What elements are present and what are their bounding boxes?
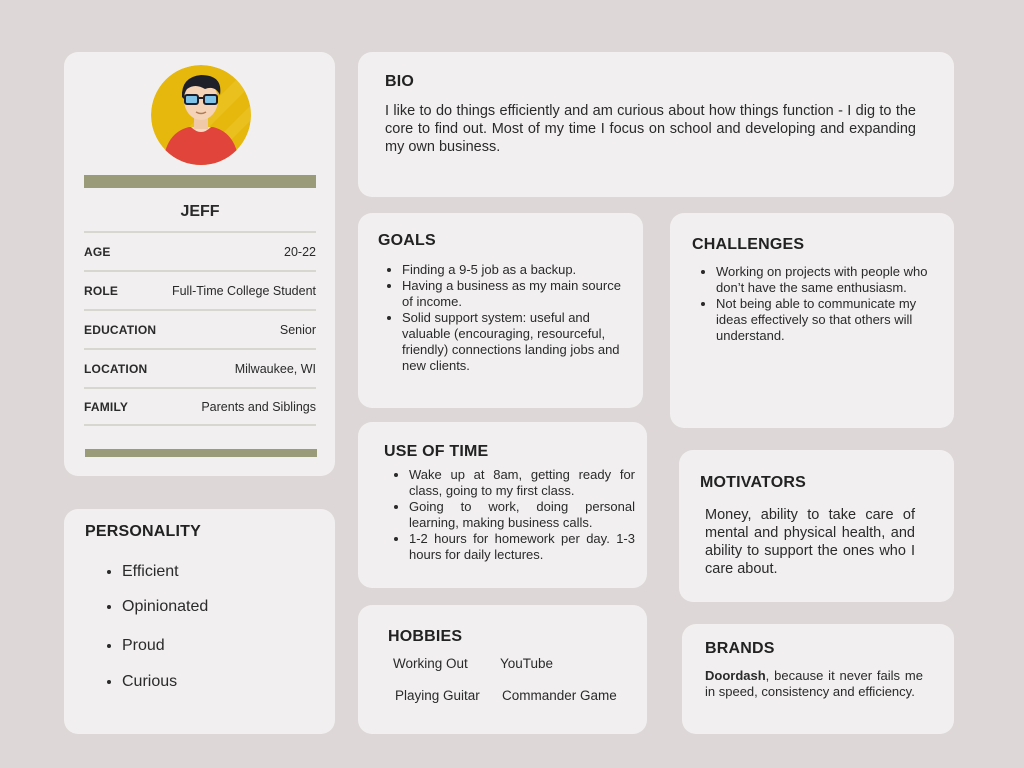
bio-card [358,52,954,197]
personality-card [64,509,335,734]
profile-card [64,52,335,476]
hobby-item: YouTube [500,656,554,671]
list-item: • Not being able to communicate my ideas effectively so that others will understand. [716,296,934,344]
info-value: Senior [279,322,316,337]
list-item: • Working on projects with people who don’t have the same enthusiasm. [716,264,934,296]
info-key: EDUCATION [84,322,157,337]
brand-reason: , because it never fails me in speed, consistency and efficiency. [705,668,923,699]
use-of-time-list [392,467,635,563]
list-item: • Having a business as my main source of income. [402,278,632,310]
info-key: FAMILY [84,399,129,414]
brands-card [682,624,954,734]
challenges-list [699,264,934,344]
list-item: • Opinionated [122,598,208,616]
hobby-item: Playing Guitar [395,688,480,703]
goals-card [358,213,643,408]
info-row-role [84,270,316,309]
brands-text [705,668,923,700]
list-item: • Efficient [122,563,179,581]
info-row-age [84,231,316,270]
info-value: Full-Time College Student [171,283,316,298]
list-item: • Proud [122,637,165,655]
goals-heading: GOALS [378,232,436,249]
list-item: • Finding a 9-5 job as a backup. [402,262,632,278]
motivators-text: Money, ability to take care of mental and physical health, and ability to support the ones who I care about. [705,507,915,577]
motivators-card [679,450,954,602]
bio-heading: BIO [385,73,415,90]
list-item: • Going to work, doing personal learning, making business calls. [409,499,635,531]
hobby-item: Working Out [393,656,468,671]
info-table [84,231,316,426]
personality-heading: PERSONALITY [85,523,201,540]
goals-list [385,262,632,374]
brand-name: Doordash [705,668,766,683]
hobbies-card [358,605,647,734]
brands-heading: BRANDS [705,640,775,657]
info-row-location [84,348,316,387]
bio-text: I like to do things efficiently and am curious about how things function - I dig to the core to find out. Most of my time I focus on school and developing and expanding my own business. [385,103,916,155]
persona-name: JEFF [180,203,220,220]
info-row-education [84,309,316,348]
hobby-item: Commander Game [502,688,617,703]
list-item: • 1-2 hours for homework per day. 1-3 hours for daily lectures. [409,531,635,563]
info-value: Parents and Siblings [201,399,316,414]
hobbies-heading: HOBBIES [388,628,463,645]
list-item: • Solid support system: useful and valuable (encouraging, resourceful, friendly) connections landing jobs and new clients. [402,310,632,374]
challenges-heading: CHALLENGES [692,236,805,253]
use-of-time-card [358,422,647,588]
accent-bar-top [84,175,316,188]
info-key: LOCATION [84,361,148,376]
info-key: ROLE [84,283,119,298]
motivators-heading: MOTIVATORS [700,474,806,491]
accent-bar-bottom [85,449,317,457]
avatar [151,65,251,165]
use-of-time-heading: USE OF TIME [384,443,489,460]
list-item: • Curious [122,673,177,691]
info-value: 20-22 [284,244,316,259]
challenges-card [670,213,954,428]
info-key: AGE [84,244,111,259]
info-row-family [84,387,316,426]
info-value: Milwaukee, WI [234,361,316,376]
list-item: • Wake up at 8am, getting ready for class, going to my first class. [409,467,635,499]
